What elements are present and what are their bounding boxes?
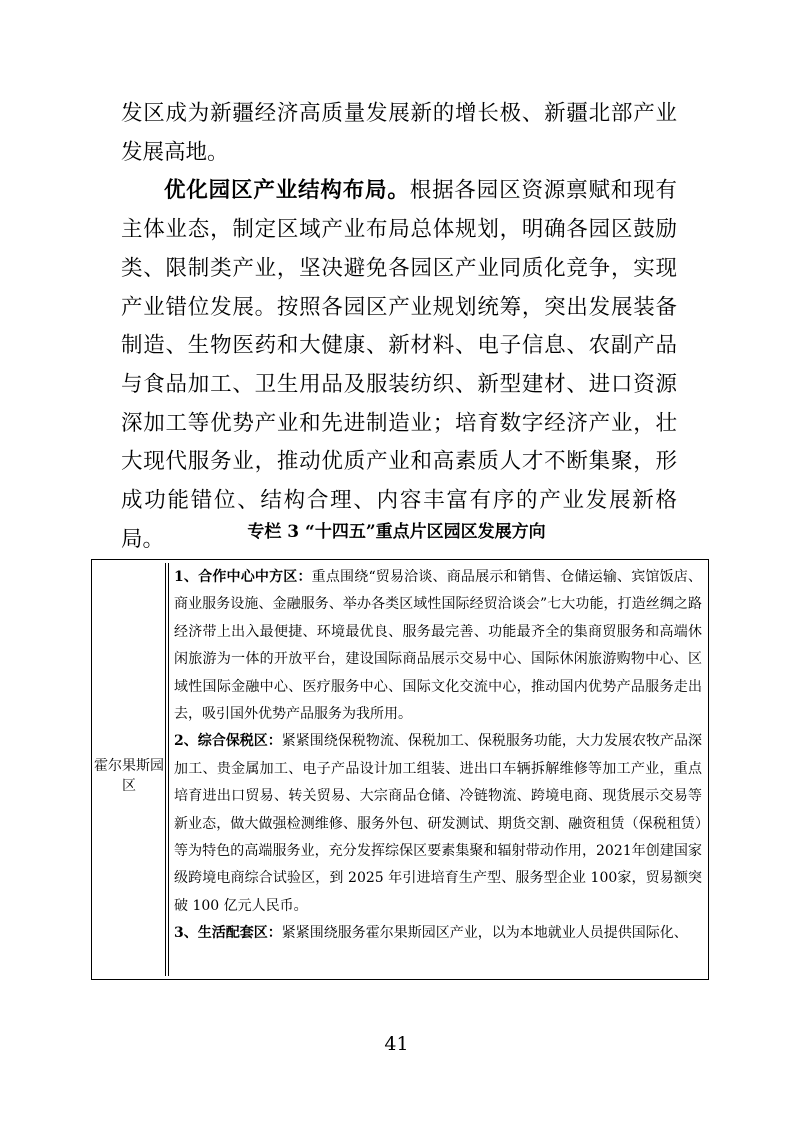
cell-divider xyxy=(168,563,169,976)
paragraph-industry-layout xyxy=(121,172,677,559)
list-item-text: 紧紧围绕服务霍尔果斯园区产业，以为本地就业人员提供国际化、 xyxy=(281,925,688,942)
paragraph-heading: 优化园区产业结构布局。 xyxy=(164,178,410,204)
paragraph-text: 根据各园区资源禀赋和现有主体业态，制定区域产业布局总体规划，明确各园区鼓励类、限制类产业，坚决避免各园区产业同质化竞争，实现产业错位发展。按照各园区产业规划统筹，突出发展装备制造、生物医药和大健康、新材料、电子信息、农副产品与食品加工、卫生用品及服装纺织、新型建材、进口资源深加工等优势产业和先进制造业；培育数字经济产业，壮大现代服务业，推动优质产业和高素质人才不断集聚，形成功能错位、结构合理、内容丰富有序的产业发展新格局。 xyxy=(121,178,677,552)
list-item-heading: 3、生活配套区： xyxy=(174,925,282,942)
page-number: 41 xyxy=(384,1033,409,1055)
park-content-cell xyxy=(174,564,702,948)
list-item-text: 紧紧围绕保税物流、保税加工、保税服务功能，大力发展农牧产品深加工、贵金属加工、电子产品设计加工组装、进出口车辆拆解维修等加工产业，重点培育进出口贸易、转关贸易、大宗商品仓储、冷链物流、跨境电商、现货展示交易等新业态，做大做强检测维修、服务外包、研发测试、期货交割、融资租赁（保税租赁）等为特色的高端服务业，充分发挥综保区要素集聚和辐射带动作用，2021年创建国家级跨境电商综合试验区，到 2025 年引进培育生产型、服务型企业 100家，贸易额突破 100 亿元人民币。 xyxy=(174,733,702,914)
list-item-heading: 2、综合保税区： xyxy=(174,733,282,750)
paragraph-continued: 发区成为新疆经济高质量发展新的增长极、新疆北部产业发展高地。 xyxy=(121,101,677,165)
list-item xyxy=(174,564,702,728)
column-box-table xyxy=(91,559,709,980)
park-name-cell: 霍尔果斯园区 xyxy=(94,758,164,794)
list-item-heading: 1、合作中心中方区： xyxy=(174,569,312,585)
list-item xyxy=(174,920,702,947)
list-item xyxy=(174,728,702,920)
list-item-text: 重点围绕“贸易洽谈、商品展示和销售、仓储运输、宾馆饭店、商业服务设施、金融服务、举办各类区域性国际经贸洽谈会”七大功能，打造丝绸之路经济带上出入最便捷、环境最优良、服务最完善、功能最齐全的集商贸服务和高端休闲旅游为一体的开放平台，建设国际商品展示交易中心、国际休闲旅游购物中心、区域性国际金融中心、医疗服务中心、国际文化交流中心，推动国内优势产品服务走出去，吸引国外优势产品服务为我所用。 xyxy=(174,569,703,723)
box-title: 专栏 3 “十四五”重点片区园区发展方向 xyxy=(247,522,546,542)
body-text xyxy=(121,95,677,559)
